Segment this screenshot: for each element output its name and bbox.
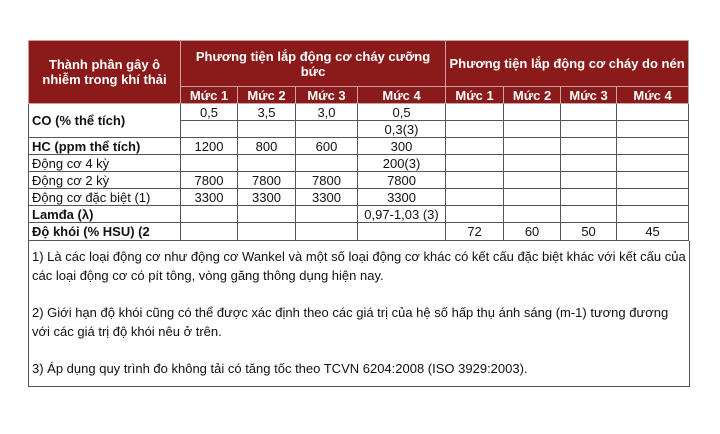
diesel-level-2: Mức 2 (504, 87, 561, 104)
hc-s1: 1200 (181, 138, 238, 155)
co-label: CO (% thể tích) (29, 104, 181, 138)
spark-level-1: Mức 1 (181, 87, 238, 104)
hc-s2: 800 (238, 138, 296, 155)
spark-level-3: Mức 3 (296, 87, 358, 104)
special-s3: 3300 (296, 189, 358, 206)
co-s4b: 0,3(3) (358, 121, 446, 138)
special-s4: 3300 (358, 189, 446, 206)
hc-s4: 300 (358, 138, 446, 155)
co-s4: 0,5 (358, 104, 446, 121)
diesel-level-1: Mức 1 (446, 87, 504, 104)
footnote-1: 1) Là các loại động cơ như động cơ Wankel và một số loại động cơ khác có kết cấu đặc biệt khác với kết cấu của các loại động cơ có pít tông, vòng găng thông dụng hiện nay. (32, 249, 686, 283)
hc-label: HC (ppm thể tích) (29, 138, 181, 155)
engine2-s3: 7800 (296, 172, 358, 189)
footnote-2: 2) Giới hạn độ khói cũng có thể được xác định theo các giá trị của hệ số hấp thụ ánh sáng (m-1) tương đương với các giá trị độ khói nêu ở trên. (32, 305, 669, 339)
engine2-s2: 7800 (238, 172, 296, 189)
co-s2: 3,5 (238, 104, 296, 121)
table-row (29, 104, 689, 121)
co-s1: 0,5 (181, 104, 238, 121)
compression-ignition-header: Phương tiện lắp động cơ cháy do nén (446, 41, 689, 87)
emission-limits-table (28, 40, 689, 241)
smoke-d4: 45 (617, 223, 689, 241)
engine2-s4: 7800 (358, 172, 446, 189)
footnotes (28, 241, 690, 387)
table-row (29, 223, 689, 241)
co-s3: 3,0 (296, 104, 358, 121)
spark-level-2: Mức 2 (238, 87, 296, 104)
diesel-level-3: Mức 3 (561, 87, 617, 104)
table-row (29, 138, 689, 155)
smoke-d1: 72 (446, 223, 504, 241)
smoke-d2: 60 (504, 223, 561, 241)
engine4-label: Động cơ 4 kỳ (29, 155, 181, 172)
spark-ignition-header: Phương tiện lắp động cơ cháy cưỡng bức (181, 41, 446, 87)
smoke-label: Độ khói (% HSU) (2 (29, 223, 181, 241)
footnote-3: 3) Áp dụng quy trình đo không tải có tăng tốc theo TCVN 6204:2008 (ISO 3929:2003). (32, 361, 528, 376)
table-row (29, 172, 689, 189)
table-row (29, 206, 689, 223)
table-row (29, 155, 689, 172)
special-s2: 3300 (238, 189, 296, 206)
lambda-s4: 0,97-1,03 (3) (358, 206, 446, 223)
engine4-s4: 200(3) (358, 155, 446, 172)
table-header-row (29, 41, 689, 87)
smoke-d3: 50 (561, 223, 617, 241)
engine2-s1: 7800 (181, 172, 238, 189)
table-row (29, 189, 689, 206)
diesel-level-4: Mức 4 (617, 87, 689, 104)
special-s1: 3300 (181, 189, 238, 206)
spark-level-4: Mức 4 (358, 87, 446, 104)
component-header: Thành phần gây ô nhiễm trong khí thải (29, 41, 181, 104)
engine2-label: Động cơ 2 kỳ (29, 172, 181, 189)
emission-standards-document (28, 40, 688, 387)
hc-s3: 600 (296, 138, 358, 155)
lambda-label: Lamđa (λ) (29, 206, 181, 223)
special-label: Động cơ đặc biệt (1) (29, 189, 181, 206)
